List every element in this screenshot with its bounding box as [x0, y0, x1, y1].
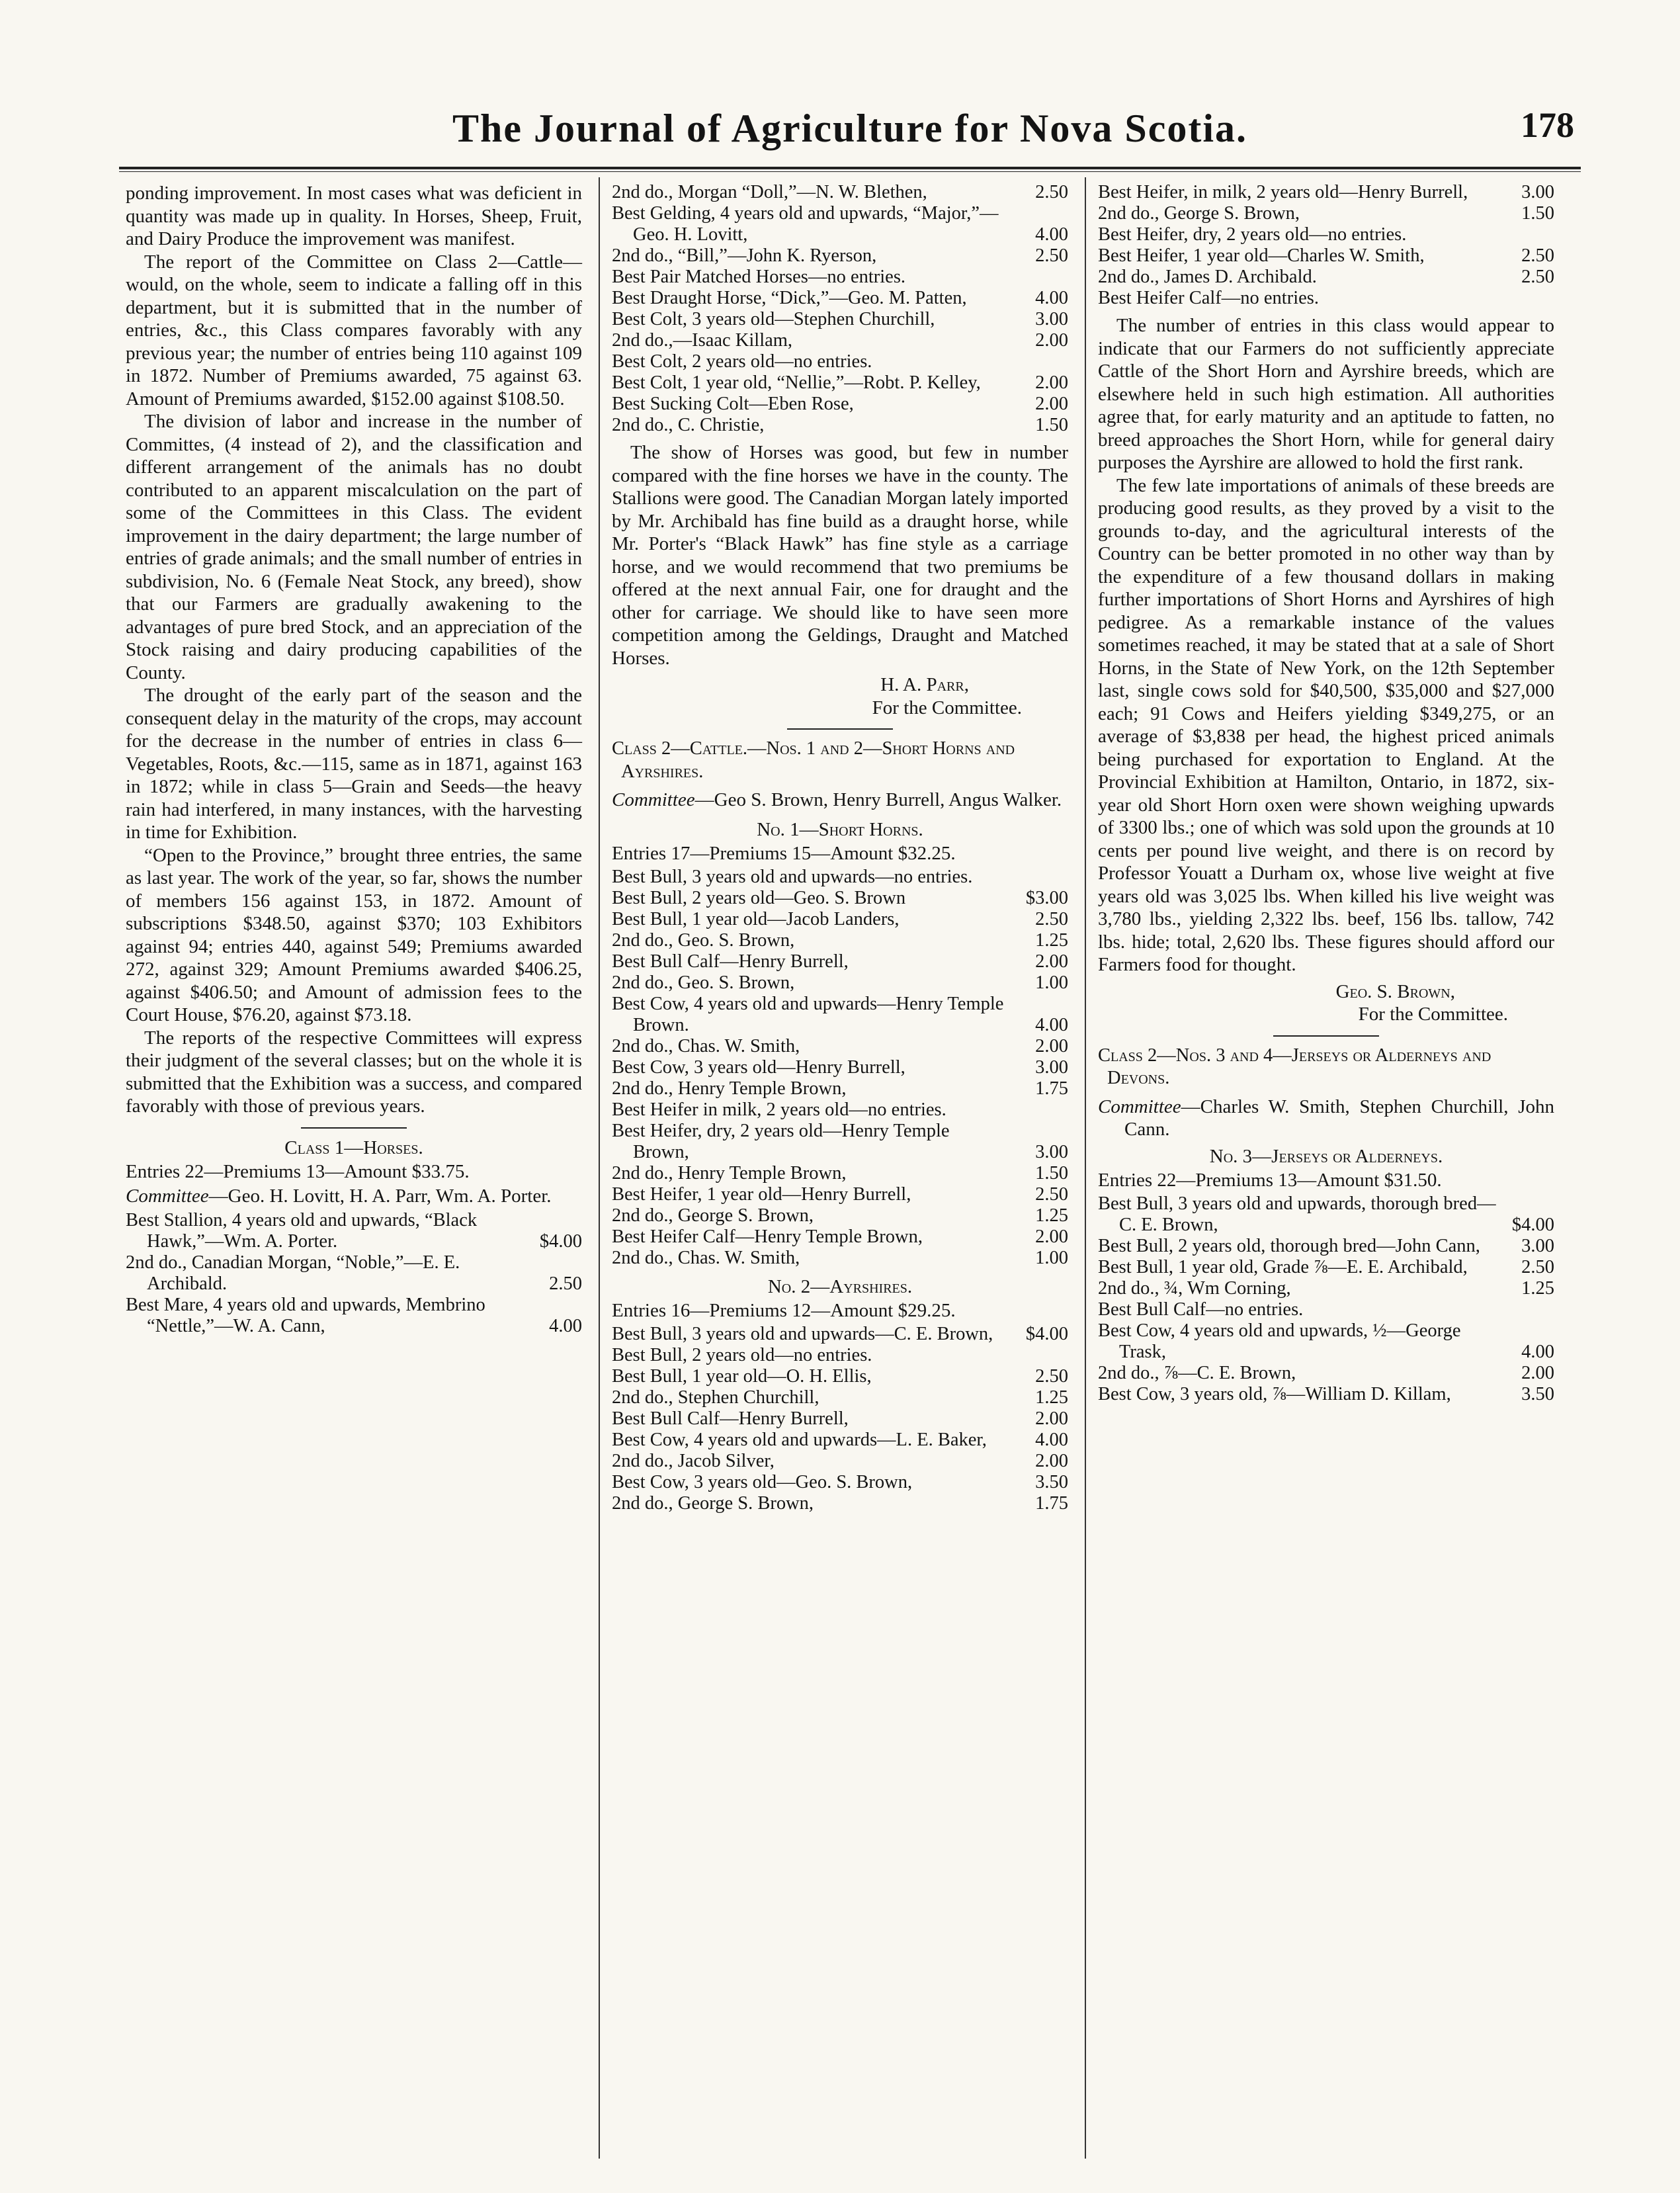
column-divider — [599, 177, 600, 2159]
prize-entry — [126, 1252, 582, 1295]
prize-entry — [126, 1210, 582, 1252]
prize-entry — [612, 1366, 1068, 1387]
prize-text: 2nd do., ¾, Wm Corning, — [1098, 1277, 1291, 1299]
prize-text: 2nd do., C. Christie, — [612, 415, 765, 435]
prize-text: Best Heifer Calf—Henry Temple Brown, — [612, 1226, 923, 1247]
prize-amount: 2.50 — [1521, 245, 1554, 266]
prize-text: 2nd do., Chas. W. Smith, — [612, 1247, 800, 1268]
paragraph: The few late importations of animals of these breeds are producing good results, as they proved by a visit to the grounds to-day, and the agricultural interests of the Country can be better promoted in no other way than by the expenditure of a few thousand dollars in making further importations of Short Horns and Ayrshires of high pedigree. As a remarkable instance of the values sometimes reached, it may be stated that at a sale of Short Horns, in the State of New York, on the 12th September last, single cows sold for $40,500, $35,000 and $27,000 each; 91 Cows and Heifers yielding $349,275, or an average of $3,838 per head, the highest priced animals being purchased for exportation to England. At the Provincial Exhibition at Hamilton, Ontario, in 1872, six-year old Short Horn oxen were shown weighing upwards of 3300 lbs.; one of which was sold upon the grounds at 10 cents per pound live weight, and there is on record by Professor Youatt a Durham ox, whose live weight at five years old was 3,025 lbs. When killed his live weight was 3,780 lbs., yielding 2,322 lbs. beef, 156 lbs. tallow, 742 lbs. hide; total, 2,620 lbs. These figures should afford our Farmers food for thought. — [1098, 474, 1554, 975]
prize-amount: 2.00 — [1035, 330, 1068, 351]
prize-entry — [1098, 267, 1554, 288]
class-heading: Class 2—Nos. 3 and 4—Jerseys or Alderneys and Devons. — [1098, 1045, 1491, 1088]
prize-amount: 1.50 — [1035, 1162, 1068, 1183]
committee-members: —Geo. H. Lovitt, H. A. Parr, Wm. A. Porter. — [208, 1185, 552, 1207]
prize-entry — [612, 1163, 1068, 1184]
committee-label: Committee — [126, 1185, 209, 1207]
prize-text: Best Bull, 3 years old and upwards—C. E. Brown, — [612, 1323, 993, 1344]
prize-entry — [612, 930, 1068, 951]
prize-amount: 2.50 — [1521, 1256, 1554, 1277]
paragraph: The report of the Committee on Class 2—Cattle—would, on the whole, seem to indicate a falling off in this department, but it is submitted that in the number of entries, &c., this Class compares favorably with any previous year; the number of entries being 110 against 109 in 1872. Number of Premiums awarded, 75 against 63. Amount of Premiums awarded, $152.00 against $108.50. — [126, 251, 582, 409]
paragraph: The number of entries in this class would appear to indicate that our Farmers do not sufficiently appreciate Cattle of the Short Horn and Ayrshire breeds, which are elsewhere held in such high estimation. All authorities agree that, for early maturity and an aptitude to fatten, no breed approaches the Short Horn, while for general dairy purposes the Ayrshire are allowed to hold the first rank. — [1098, 315, 1554, 473]
prize-entry — [612, 1078, 1068, 1099]
prize-amount: 2.50 — [1035, 1183, 1068, 1205]
prize-entry — [612, 1121, 1068, 1163]
committee-members: —Charles W. Smith, Stephen Churchill, John Cann. — [1124, 1096, 1554, 1140]
prize-amount: 2.00 — [1035, 951, 1068, 972]
paragraph: The division of labor and increase in the number of Committes, (4 instead of 2), and the classification and different arrangement of the animals has no doubt contributed to an apparent miscalculation on the part of some of the Committees in this Class. The evident improvement in the dairy department; the large number of entries of grade animals; and the small number of entries in subdivision, No. 6 (Female Neat Stock, any breed), show that our Farmers are gradually awakening to the advantages of pure bred Stock, and an appreciation of the Stock raising and dairy producing capabilities of the County. — [126, 411, 582, 683]
prize-amount: 4.00 — [549, 1316, 582, 1336]
prize-amount: 3.50 — [1035, 1471, 1068, 1492]
prize-entry — [612, 245, 1068, 267]
prize-amount: 1.50 — [1035, 415, 1068, 435]
prize-amount: 3.50 — [1521, 1383, 1554, 1404]
class-stats: Entries 22—Premiums 13—Amount $33.75. — [126, 1161, 470, 1182]
prize-entry — [1098, 1257, 1554, 1278]
prize-entry — [612, 1324, 1068, 1345]
prize-text: 2nd do., Canadian Morgan, “Noble,”—E. E. Archibald. — [126, 1252, 460, 1294]
prize-amount: 1.50 — [1521, 203, 1554, 224]
prize-amount: 1.25 — [1035, 929, 1068, 951]
prize-entry — [612, 1226, 1068, 1248]
prize-text: 2nd do., George S. Brown, — [612, 1492, 814, 1514]
prize-text: Best Mare, 4 years old and upwards, Membrino “Nettle,”—W. A. Cann, — [126, 1295, 485, 1336]
prize-entry — [1098, 1299, 1554, 1320]
prize-entry — [1098, 1363, 1554, 1384]
subsection-heading: No. 2—Ayrshires. — [767, 1275, 913, 1297]
prize-entry — [612, 394, 1068, 415]
prize-amount: 3.00 — [1521, 1235, 1554, 1256]
prize-text: Best Draught Horse, “Dick,”—Geo. M. Patten, — [612, 288, 967, 308]
prize-entry — [612, 1451, 1068, 1472]
prize-entry — [612, 1036, 1068, 1057]
committee-members: —Geo S. Brown, Henry Burrell, Angus Walker. — [694, 789, 1062, 810]
prize-amount: 3.00 — [1035, 1056, 1068, 1078]
prize-text: Best Pair Matched Horses—no entries. — [612, 267, 906, 287]
prize-entry — [612, 267, 1068, 288]
prize-text: Best Gelding, 4 years old and upwards, “Major,”—Geo. H. Lovitt, — [612, 203, 999, 245]
prize-amount: 2.00 — [1035, 1035, 1068, 1056]
prize-entry — [612, 415, 1068, 436]
class-stats: Entries 16—Premiums 12—Amount $29.25. — [612, 1300, 956, 1321]
committee-line — [126, 1185, 582, 1208]
prize-amount: 2.50 — [1035, 182, 1068, 202]
subsection-heading: No. 1—Short Horns. — [757, 818, 923, 840]
prize-entry — [612, 1205, 1068, 1226]
prize-amount: 4.00 — [1521, 1341, 1554, 1362]
prize-text: Best Heifer, 1 year old—Henry Burrell, — [612, 1183, 911, 1205]
prize-amount: 1.00 — [1035, 1247, 1068, 1268]
prize-text: Best Cow, 4 years old and upwards—L. E. Baker, — [612, 1429, 987, 1450]
prize-amount: 2.00 — [1035, 1226, 1068, 1247]
prize-text: 2nd do., Henry Temple Brown, — [612, 1162, 847, 1183]
prize-text: Best Bull, 1 year old—O. H. Ellis, — [612, 1365, 872, 1387]
prize-text: Best Cow, 3 years old, ⅞—William D. Killam, — [1098, 1383, 1451, 1404]
column-middle — [612, 182, 1068, 2160]
paragraph: The show of Horses was good, but few in number compared with the fine horses we have in the county. The Stallions were good. The Canadian Morgan lately imported by Mr. Archibald has fine build as a draught horse, while Mr. Porter's “Black Hawk” has fine style as a carriage horse, and we would recommend that two premiums be offered at the next annual Fair, one for draught and the other for carriage. We should like to have seen more competition among the Geldings, Draught and Matched Horses. — [612, 442, 1068, 669]
prize-amount: 4.00 — [1035, 1429, 1068, 1450]
prize-entry — [612, 972, 1068, 994]
prize-text: Best Bull, 2 years old—no entries. — [612, 1344, 872, 1365]
prize-amount: 3.00 — [1035, 309, 1068, 329]
prize-entry — [612, 867, 1068, 888]
prize-entry — [612, 182, 1068, 203]
prize-entry — [1098, 182, 1554, 203]
prize-entry — [612, 1408, 1068, 1430]
prize-text: 2nd do., Geo. S. Brown, — [612, 972, 795, 993]
prize-amount: 3.00 — [1521, 182, 1554, 202]
prize-text: 2nd do., George S. Brown, — [612, 1205, 814, 1226]
page-number: 178 — [1521, 105, 1574, 145]
prize-text: 2nd do., Stephen Churchill, — [612, 1387, 819, 1408]
prize-amount: 2.00 — [1035, 394, 1068, 414]
prize-text: Best Bull, 2 years old, thorough bred—John Cann, — [1098, 1235, 1480, 1256]
prize-text: 2nd do., George S. Brown, — [1098, 203, 1300, 224]
prize-amount: 4.00 — [1035, 288, 1068, 308]
prize-entry — [1098, 1320, 1554, 1363]
prize-text: Best Bull Calf—no entries. — [1098, 1299, 1304, 1320]
prize-entry — [612, 888, 1068, 909]
prize-entry — [612, 909, 1068, 930]
section-rule — [301, 1127, 407, 1129]
paragraph: The reports of the respective Committees will express their judgment of the several classes; but on the whole it is submitted that the Exhibition was a success, and compared favorably with those of previous years. — [126, 1027, 582, 1117]
section-rule — [1273, 1035, 1379, 1037]
prize-entry — [1098, 1193, 1554, 1236]
prize-entry — [612, 330, 1068, 351]
prize-text: Best Bull, 2 years old—Geo. S. Brown — [612, 887, 906, 908]
prize-text: 2nd do., James D. Archibald. — [1098, 267, 1317, 287]
section-rule — [787, 728, 893, 730]
prize-text: 2nd do., Morgan “Doll,”—N. W. Blethen, — [612, 182, 927, 202]
prize-text: 2nd do., Chas. W. Smith, — [612, 1035, 800, 1056]
prize-amount: 1.00 — [1035, 972, 1068, 993]
prize-amount: 4.00 — [1035, 1014, 1068, 1035]
prize-entry — [612, 1345, 1068, 1366]
prize-amount: $4.00 — [1511, 1214, 1554, 1235]
column-left — [126, 182, 582, 2160]
prize-text: Best Bull, 1 year old—Jacob Landers, — [612, 908, 900, 929]
page-header — [126, 99, 1574, 159]
prize-entry — [126, 1295, 582, 1337]
prize-entry — [612, 1387, 1068, 1408]
prize-text: Best Bull Calf—Henry Burrell, — [612, 951, 849, 972]
class-stats: Entries 17—Premiums 15—Amount $32.25. — [612, 843, 956, 864]
prize-entry — [612, 1472, 1068, 1493]
prize-text: Best Heifer, dry, 2 years old—no entries. — [1098, 224, 1407, 245]
prize-entry — [612, 1099, 1068, 1121]
prize-text: Best Heifer, 1 year old—Charles W. Smith, — [1098, 245, 1425, 266]
prize-text: Best Stallion, 4 years old and upwards, “Black Hawk,”—Wm. A. Porter. — [126, 1210, 478, 1252]
prize-amount: 1.75 — [1035, 1078, 1068, 1099]
prize-text: Best Heifer in milk, 2 years old—no entries. — [612, 1099, 946, 1120]
signature-role: For the Committee. — [1358, 1004, 1508, 1025]
prize-text: Best Cow, 3 years old—Geo. S. Brown, — [612, 1471, 913, 1492]
prize-entry — [612, 1057, 1068, 1078]
prize-amount: 2.00 — [1035, 1408, 1068, 1429]
prize-text: 2nd do., Geo. S. Brown, — [612, 929, 795, 951]
prize-entry — [612, 309, 1068, 330]
prize-amount: 2.50 — [1521, 267, 1554, 287]
prize-amount: $4.00 — [539, 1231, 582, 1252]
prize-entry — [1098, 245, 1554, 267]
prize-text: Best Heifer, in milk, 2 years old—Henry Burrell, — [1098, 182, 1468, 202]
prize-entry — [612, 1184, 1068, 1205]
journal-title: The Journal of Agriculture for Nova Scotia. — [452, 107, 1248, 150]
prize-text: Best Sucking Colt—Eben Rose, — [612, 394, 854, 414]
prize-text: Best Bull, 3 years old and upwards, thorough bred—C. E. Brown, — [1098, 1193, 1496, 1235]
prize-entry — [1098, 1236, 1554, 1257]
prize-amount: 1.25 — [1035, 1387, 1068, 1408]
prize-text: Best Cow, 4 years old and upwards, ½—George Trask, — [1098, 1320, 1461, 1362]
prize-text: 2nd do., Henry Temple Brown, — [612, 1078, 847, 1099]
prize-entry — [612, 288, 1068, 309]
prize-text: Best Bull, 1 year old, Grade ⅞—E. E. Archibald, — [1098, 1256, 1468, 1277]
committee-line — [1098, 1096, 1554, 1141]
prize-entry — [612, 351, 1068, 372]
signature-role: For the Committee. — [872, 697, 1022, 718]
prize-entry — [1098, 1278, 1554, 1299]
prize-entry — [612, 1430, 1068, 1451]
prize-amount: $4.00 — [1025, 1323, 1068, 1344]
committee-line — [612, 789, 1068, 812]
column-divider — [1085, 177, 1086, 2159]
prize-text: Best Bull Calf—Henry Burrell, — [612, 1408, 849, 1429]
prize-entry — [1098, 288, 1554, 309]
column-right — [1098, 182, 1554, 2160]
prize-amount: 2.50 — [1035, 245, 1068, 266]
prize-text: Best Colt, 3 years old—Stephen Churchill, — [612, 309, 935, 329]
prize-text: 2nd do., “Bill,”—John K. Ryerson, — [612, 245, 877, 266]
prize-amount: $3.00 — [1025, 887, 1068, 908]
prize-amount: 1.25 — [1521, 1277, 1554, 1299]
prize-text: Best Cow, 3 years old—Henry Burrell, — [612, 1056, 905, 1078]
prize-text: Best Heifer, dry, 2 years old—Henry Temple Brown, — [612, 1120, 950, 1162]
prize-text: Best Heifer Calf—no entries. — [1098, 288, 1319, 308]
header-rule — [119, 167, 1581, 172]
signature-name: H. A. Parr, — [880, 674, 969, 695]
prize-entry — [612, 1493, 1068, 1514]
prize-text: 2nd do.,—Isaac Killam, — [612, 330, 793, 351]
paragraph: “Open to the Province,” brought three entries, the same as last year. The work of the year, so far, shows the number of members 156 against 153, in 1872. Amount of subscriptions $348.50, against $370; 103 Exhibitors against 94; entries 440, against 549; Premiums awarded 272, against 329; Amount Premiums awarded $406.25, against $406.50; and Amount of admission fees to the Court House, $76.20, against $73.18. — [126, 844, 582, 1025]
prize-amount: 1.25 — [1035, 1205, 1068, 1226]
prize-amount: 2.00 — [1521, 1362, 1554, 1383]
signature-block — [612, 673, 1068, 719]
signature-block — [1098, 980, 1554, 1026]
prize-amount: 4.00 — [1035, 224, 1068, 245]
prize-entry — [612, 994, 1068, 1036]
prize-entry — [612, 951, 1068, 972]
prize-amount: 2.50 — [549, 1273, 582, 1294]
prize-amount: 1.75 — [1035, 1492, 1068, 1514]
prize-text: Best Colt, 2 years old—no entries. — [612, 351, 872, 372]
prize-entry — [1098, 1384, 1554, 1405]
paragraph: The drought of the early part of the season and the consequent delay in the maturity of the crops, may account for the decrease in the number of entries in class 6—Vegetables, Roots, &c.—115, same as in 1871, against 163 in 1872; while in class 5—Grain and Seeds—the heavy rain had interfered, in many instances, with the harvesting in time for Exhibition. — [126, 685, 582, 843]
prize-amount: 2.00 — [1035, 1450, 1068, 1471]
subsection-heading: No. 3—Jerseys or Alderneys. — [1209, 1145, 1443, 1167]
prize-text: Best Colt, 1 year old, “Nellie,”—Robt. P. Kelley, — [612, 372, 981, 393]
prize-entry — [612, 1248, 1068, 1269]
prize-amount: 2.00 — [1035, 372, 1068, 393]
prize-text: 2nd do., ⅞—C. E. Brown, — [1098, 1362, 1296, 1383]
prize-amount: 3.00 — [1035, 1141, 1068, 1162]
signature-name: Geo. S. Brown, — [1335, 980, 1455, 1002]
class-stats: Entries 22—Premiums 13—Amount $31.50. — [1098, 1170, 1442, 1191]
prize-text: 2nd do., Jacob Silver, — [612, 1450, 775, 1471]
committee-label: Committee — [612, 789, 695, 810]
class-heading: Class 1—Horses. — [284, 1137, 423, 1158]
prize-entry — [1098, 224, 1554, 245]
prize-text: Best Cow, 4 years old and upwards—Henry Temple Brown. — [612, 993, 1004, 1035]
prize-text: Best Bull, 3 years old and upwards—no entries. — [612, 866, 973, 887]
prize-entry — [612, 203, 1068, 245]
prize-entry — [612, 372, 1068, 394]
paragraph: ponding improvement. In most cases what was deficient in quantity was made up in quality. In Horses, Sheep, Fruit, and Dairy Produce the improvement was manifest. — [126, 183, 582, 249]
committee-label: Committee — [1098, 1096, 1181, 1117]
prize-amount: 2.50 — [1035, 908, 1068, 929]
class-heading: Class 2—Cattle.—Nos. 1 and 2—Short Horns and Ayrshires. — [612, 738, 1015, 782]
prize-amount: 2.50 — [1035, 1365, 1068, 1387]
prize-entry — [1098, 203, 1554, 224]
